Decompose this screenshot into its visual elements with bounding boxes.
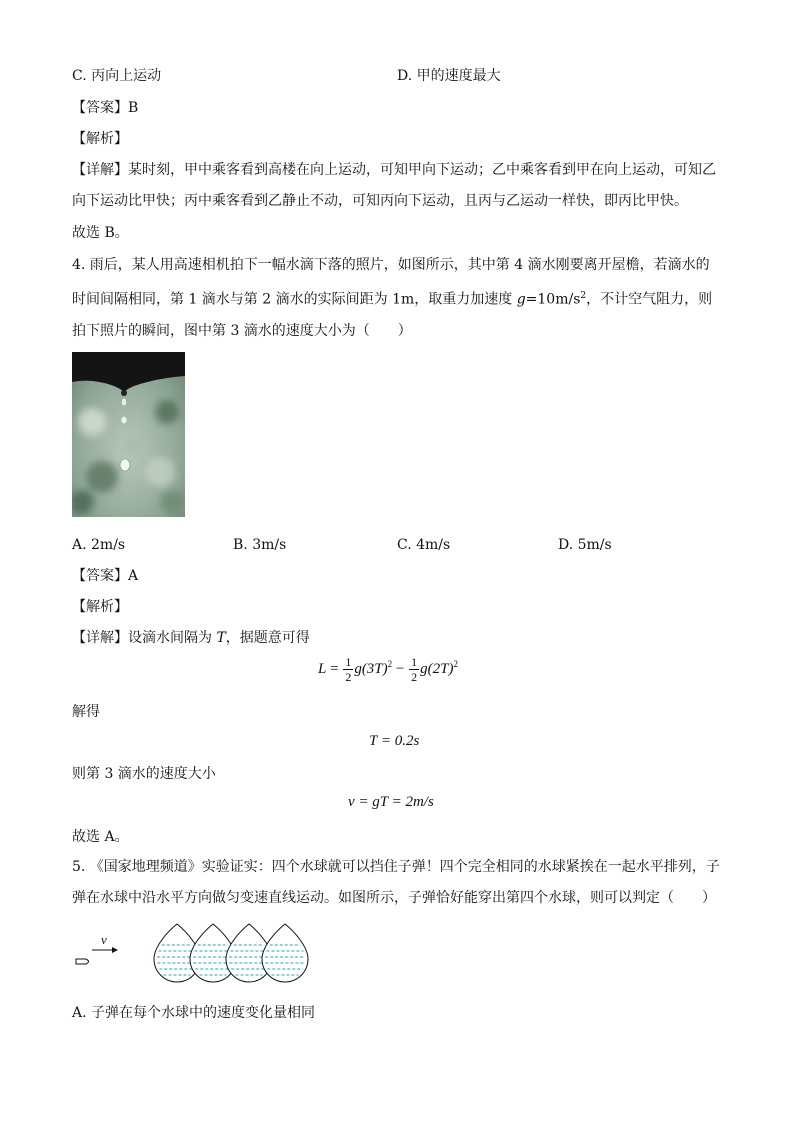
q4-stem <box>72 250 722 347</box>
equation-1: L = $\frac{1}{2}$ $g(3T)^2$ − $\frac{1}{2}$ $g(2T)^2$ <box>318 655 458 684</box>
solve-label: 解得 <box>72 704 100 720</box>
q3-analysis-label: 【解析】 <box>72 131 128 147</box>
q4-stem-part3: ，不计空气阻力，则拍下照片的瞬间，图中第 3 滴水的速度大小为（ ） <box>72 291 713 339</box>
q3-detail <box>72 155 722 217</box>
detail-text-2: ，据题意可得 <box>225 630 310 646</box>
detail-label: 【详解】 <box>72 630 128 646</box>
equation-2: T = 0.2s <box>369 733 420 749</box>
answer-label: 【答案】 <box>72 568 128 584</box>
q4-option-a: A. 2m/s <box>72 537 126 553</box>
eq1-half-2: $\frac{1}{2}$ <box>411 655 418 684</box>
velocity-arrow-head <box>112 947 118 953</box>
water-balls <box>154 924 308 982</box>
eq1-term-1: g(3T) <box>354 660 388 677</box>
eq3-intro: 则第 3 滴水的速度大小 <box>72 766 216 782</box>
q5-option-a: A. 子弹在每个水球中的速度变化量相同 <box>72 1005 316 1021</box>
q4-stem-g: g <box>516 291 526 308</box>
eq1-lhs: L <box>318 660 327 677</box>
q3-option-d: D. 甲的速度最大 <box>397 68 501 84</box>
bullet-water-balls-diagram <box>72 920 312 986</box>
water-ball <box>262 924 308 982</box>
bullet <box>76 959 89 964</box>
eq1-half-1: $\frac{1}{2}$ <box>345 655 352 684</box>
q4-answer <box>72 567 138 585</box>
drop-4-hanging <box>121 390 127 396</box>
eq1-term-2: g(2T) <box>420 660 454 677</box>
q4-stem-part1: 4. 雨后，某人用高速相机拍下一幅水滴下落的照片，如图所示，其中第 4 滴水刚要离开屋檐，若滴水的时间间隔相同，第 1 滴水与第 2 滴水的实际间距为 1m，取重力加速度 <box>72 257 710 308</box>
drop-3 <box>122 399 126 406</box>
water-drop-photo <box>72 352 185 517</box>
detail-label: 【详解】 <box>72 162 128 178</box>
answer-value: A <box>128 568 139 584</box>
q3-conclusion: 故选 B。 <box>72 225 129 241</box>
detail-text: 某时刻，甲中乘客看到高楼在向上运动，可知甲向下运动；乙中乘客看到甲在向上运动，可知乙向下运动比甲快；丙中乘客看到乙静止不动，可知丙向下运动，且丙与乙运动一样快，即丙比甲快。 <box>72 162 716 209</box>
equation-3: v = gT = 2m/s <box>348 794 434 810</box>
detail-var: T <box>216 630 226 646</box>
q4-stem-sup: 2 <box>580 291 587 301</box>
q5-stem: 5. 《国家地理频道》实验证实：四个水球就可以挡住子弹！四个完全相同的水球紧挨在一起水平排列，子弹在水球中沿水平方向做匀变速直线运动。如图所示，子弹恰好能穿出第四个水球，则可以判定（ ） <box>72 859 720 906</box>
q4-detail <box>72 629 310 647</box>
q3-option-c: C. 丙向上运动 <box>72 68 162 84</box>
q4-conclusion: 故选 A。 <box>72 829 129 845</box>
drop-2 <box>121 417 126 424</box>
q3-answer <box>72 99 138 117</box>
detail-text-1: 设滴水间隔为 <box>128 630 217 646</box>
answer-label: 【答案】 <box>72 100 128 116</box>
q4-option-d: D. 5m/s <box>558 537 612 553</box>
q4-option-c: C. 4m/s <box>397 537 451 553</box>
q4-stem-part2: =10m/s <box>525 291 581 308</box>
velocity-label: v <box>101 932 107 947</box>
q4-analysis-label: 【解析】 <box>72 599 128 615</box>
q4-option-b: B. 3m/s <box>233 537 287 553</box>
drop-1 <box>120 459 130 471</box>
answer-value: B <box>128 100 139 116</box>
